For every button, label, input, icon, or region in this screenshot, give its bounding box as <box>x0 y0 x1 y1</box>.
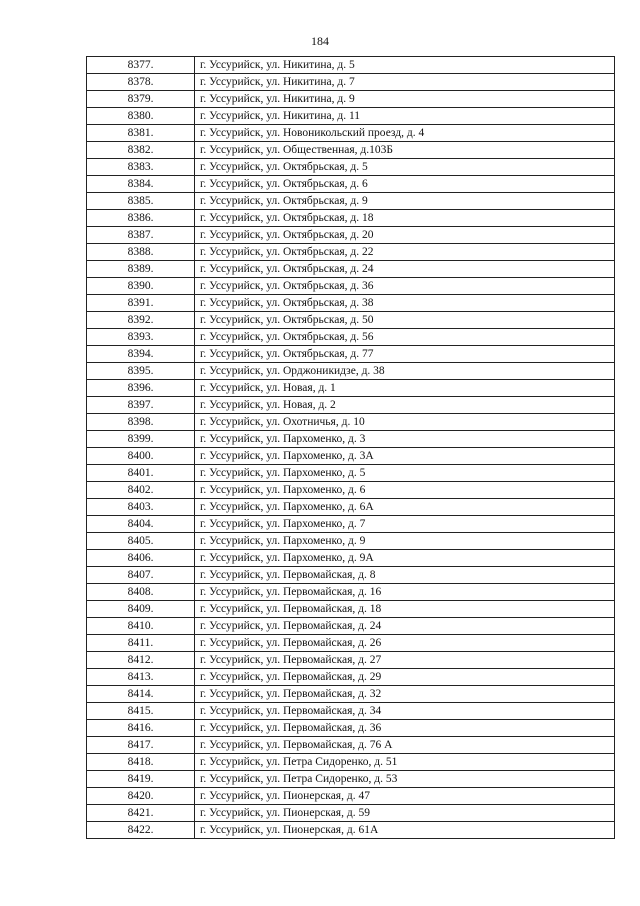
table-row <box>87 669 615 686</box>
row-number: 8419. <box>87 771 195 788</box>
row-number: 8378. <box>87 74 195 91</box>
table-row <box>87 108 615 125</box>
table-row <box>87 499 615 516</box>
table-row <box>87 686 615 703</box>
row-address: г. Уссурийск, ул. Первомайская, д. 26 <box>195 635 615 652</box>
table-row <box>87 550 615 567</box>
table-row <box>87 771 615 788</box>
row-address: г. Уссурийск, ул. Пионерская, д. 61А <box>195 822 615 839</box>
table-row <box>87 397 615 414</box>
row-address: г. Уссурийск, ул. Пархоменко, д. 3 <box>195 431 615 448</box>
table-row <box>87 754 615 771</box>
row-address: г. Уссурийск, ул. Петра Сидоренко, д. 53 <box>195 771 615 788</box>
table-row <box>87 737 615 754</box>
table-row <box>87 567 615 584</box>
row-number: 8417. <box>87 737 195 754</box>
row-number: 8394. <box>87 346 195 363</box>
table-row <box>87 380 615 397</box>
row-number: 8404. <box>87 516 195 533</box>
row-address: г. Уссурийск, ул. Первомайская, д. 24 <box>195 618 615 635</box>
row-address: г. Уссурийск, ул. Первомайская, д. 29 <box>195 669 615 686</box>
row-number: 8412. <box>87 652 195 669</box>
row-address: г. Уссурийск, ул. Октябрьская, д. 77 <box>195 346 615 363</box>
row-address: г. Уссурийск, ул. Никитина, д. 5 <box>195 57 615 74</box>
table-row <box>87 312 615 329</box>
table-row <box>87 635 615 652</box>
row-address: г. Уссурийск, ул. Первомайская, д. 76 А <box>195 737 615 754</box>
address-table <box>86 56 615 839</box>
row-number: 8383. <box>87 159 195 176</box>
table-row <box>87 482 615 499</box>
row-address: г. Уссурийск, ул. Петра Сидоренко, д. 51 <box>195 754 615 771</box>
table-row <box>87 159 615 176</box>
row-address: г. Уссурийск, ул. Первомайская, д. 16 <box>195 584 615 601</box>
table-row <box>87 652 615 669</box>
row-number: 8393. <box>87 329 195 346</box>
table-row <box>87 720 615 737</box>
table-row <box>87 125 615 142</box>
row-number: 8392. <box>87 312 195 329</box>
row-address: г. Уссурийск, ул. Первомайская, д. 34 <box>195 703 615 720</box>
table-row <box>87 584 615 601</box>
table-row <box>87 822 615 839</box>
table-row <box>87 788 615 805</box>
table-row <box>87 346 615 363</box>
row-number: 8386. <box>87 210 195 227</box>
page-number: 184 <box>311 34 329 48</box>
row-number: 8400. <box>87 448 195 465</box>
table-row <box>87 414 615 431</box>
table-row <box>87 91 615 108</box>
row-number: 8397. <box>87 397 195 414</box>
table-row <box>87 533 615 550</box>
row-address: г. Уссурийск, ул. Пархоменко, д. 9А <box>195 550 615 567</box>
row-address: г. Уссурийск, ул. Новоникольский проезд, д. 4 <box>195 125 615 142</box>
row-number: 8385. <box>87 193 195 210</box>
row-number: 8387. <box>87 227 195 244</box>
row-address: г. Уссурийск, ул. Октябрьская, д. 24 <box>195 261 615 278</box>
row-address: г. Уссурийск, ул. Октябрьская, д. 18 <box>195 210 615 227</box>
table-row <box>87 176 615 193</box>
table-row <box>87 703 615 720</box>
row-address: г. Уссурийск, ул. Пархоменко, д. 7 <box>195 516 615 533</box>
table-row <box>87 295 615 312</box>
row-address: г. Уссурийск, ул. Никитина, д. 7 <box>195 74 615 91</box>
table-row <box>87 431 615 448</box>
row-number: 8408. <box>87 584 195 601</box>
row-address: г. Уссурийск, ул. Пархоменко, д. 3А <box>195 448 615 465</box>
row-number: 8381. <box>87 125 195 142</box>
row-address: г. Уссурийск, ул. Пионерская, д. 59 <box>195 805 615 822</box>
row-address: г. Уссурийск, ул. Охотничья, д. 10 <box>195 414 615 431</box>
row-number: 8399. <box>87 431 195 448</box>
table-row <box>87 244 615 261</box>
row-address: г. Уссурийск, ул. Октябрьская, д. 6 <box>195 176 615 193</box>
row-address: г. Уссурийск, ул. Октябрьская, д. 38 <box>195 295 615 312</box>
row-number: 8415. <box>87 703 195 720</box>
table-row <box>87 210 615 227</box>
row-number: 8398. <box>87 414 195 431</box>
row-address: г. Уссурийск, ул. Первомайская, д. 18 <box>195 601 615 618</box>
row-address: г. Уссурийск, ул. Октябрьская, д. 36 <box>195 278 615 295</box>
table-row <box>87 805 615 822</box>
row-address: г. Уссурийск, ул. Никитина, д. 9 <box>195 91 615 108</box>
row-number: 8422. <box>87 822 195 839</box>
row-address: г. Уссурийск, ул. Октябрьская, д. 50 <box>195 312 615 329</box>
table-row <box>87 193 615 210</box>
table-row <box>87 516 615 533</box>
row-address: г. Уссурийск, ул. Никитина, д. 11 <box>195 108 615 125</box>
row-address: г. Уссурийск, ул. Октябрьская, д. 9 <box>195 193 615 210</box>
row-number: 8401. <box>87 465 195 482</box>
row-address: г. Уссурийск, ул. Октябрьская, д. 20 <box>195 227 615 244</box>
row-number: 8377. <box>87 57 195 74</box>
row-address: г. Уссурийск, ул. Первомайская, д. 27 <box>195 652 615 669</box>
row-number: 8414. <box>87 686 195 703</box>
table-row <box>87 142 615 159</box>
table-row <box>87 329 615 346</box>
row-address: г. Уссурийск, ул. Новая, д. 2 <box>195 397 615 414</box>
row-address: г. Уссурийск, ул. Орджоникидзе, д. 38 <box>195 363 615 380</box>
table-row <box>87 618 615 635</box>
row-number: 8420. <box>87 788 195 805</box>
table-row <box>87 448 615 465</box>
row-number: 8380. <box>87 108 195 125</box>
table-row <box>87 74 615 91</box>
table-row <box>87 465 615 482</box>
row-number: 8391. <box>87 295 195 312</box>
row-number: 8405. <box>87 533 195 550</box>
row-number: 8409. <box>87 601 195 618</box>
row-address: г. Уссурийск, ул. Пионерская, д. 47 <box>195 788 615 805</box>
row-address: г. Уссурийск, ул. Октябрьская, д. 22 <box>195 244 615 261</box>
row-address: г. Уссурийск, ул. Пархоменко, д. 6А <box>195 499 615 516</box>
row-number: 8406. <box>87 550 195 567</box>
table-row <box>87 363 615 380</box>
row-number: 8402. <box>87 482 195 499</box>
row-address: г. Уссурийск, ул. Пархоменко, д. 5 <box>195 465 615 482</box>
row-address: г. Уссурийск, ул. Октябрьская, д. 5 <box>195 159 615 176</box>
row-number: 8384. <box>87 176 195 193</box>
row-number: 8418. <box>87 754 195 771</box>
row-number: 8395. <box>87 363 195 380</box>
row-address: г. Уссурийск, ул. Новая, д. 1 <box>195 380 615 397</box>
row-number: 8411. <box>87 635 195 652</box>
row-number: 8389. <box>87 261 195 278</box>
row-number: 8416. <box>87 720 195 737</box>
row-number: 8388. <box>87 244 195 261</box>
row-address: г. Уссурийск, ул. Первомайская, д. 32 <box>195 686 615 703</box>
table-row <box>87 261 615 278</box>
row-number: 8379. <box>87 91 195 108</box>
row-number: 8390. <box>87 278 195 295</box>
table-row <box>87 601 615 618</box>
row-address: г. Уссурийск, ул. Октябрьская, д. 56 <box>195 329 615 346</box>
row-number: 8382. <box>87 142 195 159</box>
row-address: г. Уссурийск, ул. Пархоменко, д. 6 <box>195 482 615 499</box>
row-number: 8421. <box>87 805 195 822</box>
row-number: 8403. <box>87 499 195 516</box>
row-number: 8407. <box>87 567 195 584</box>
row-number: 8396. <box>87 380 195 397</box>
table-row <box>87 278 615 295</box>
row-address: г. Уссурийск, ул. Общественная, д.103Б <box>195 142 615 159</box>
address-table-body <box>87 57 615 839</box>
row-address: г. Уссурийск, ул. Первомайская, д. 8 <box>195 567 615 584</box>
table-row <box>87 227 615 244</box>
row-address: г. Уссурийск, ул. Первомайская, д. 36 <box>195 720 615 737</box>
row-address: г. Уссурийск, ул. Пархоменко, д. 9 <box>195 533 615 550</box>
table-row <box>87 57 615 74</box>
row-number: 8410. <box>87 618 195 635</box>
row-number: 8413. <box>87 669 195 686</box>
